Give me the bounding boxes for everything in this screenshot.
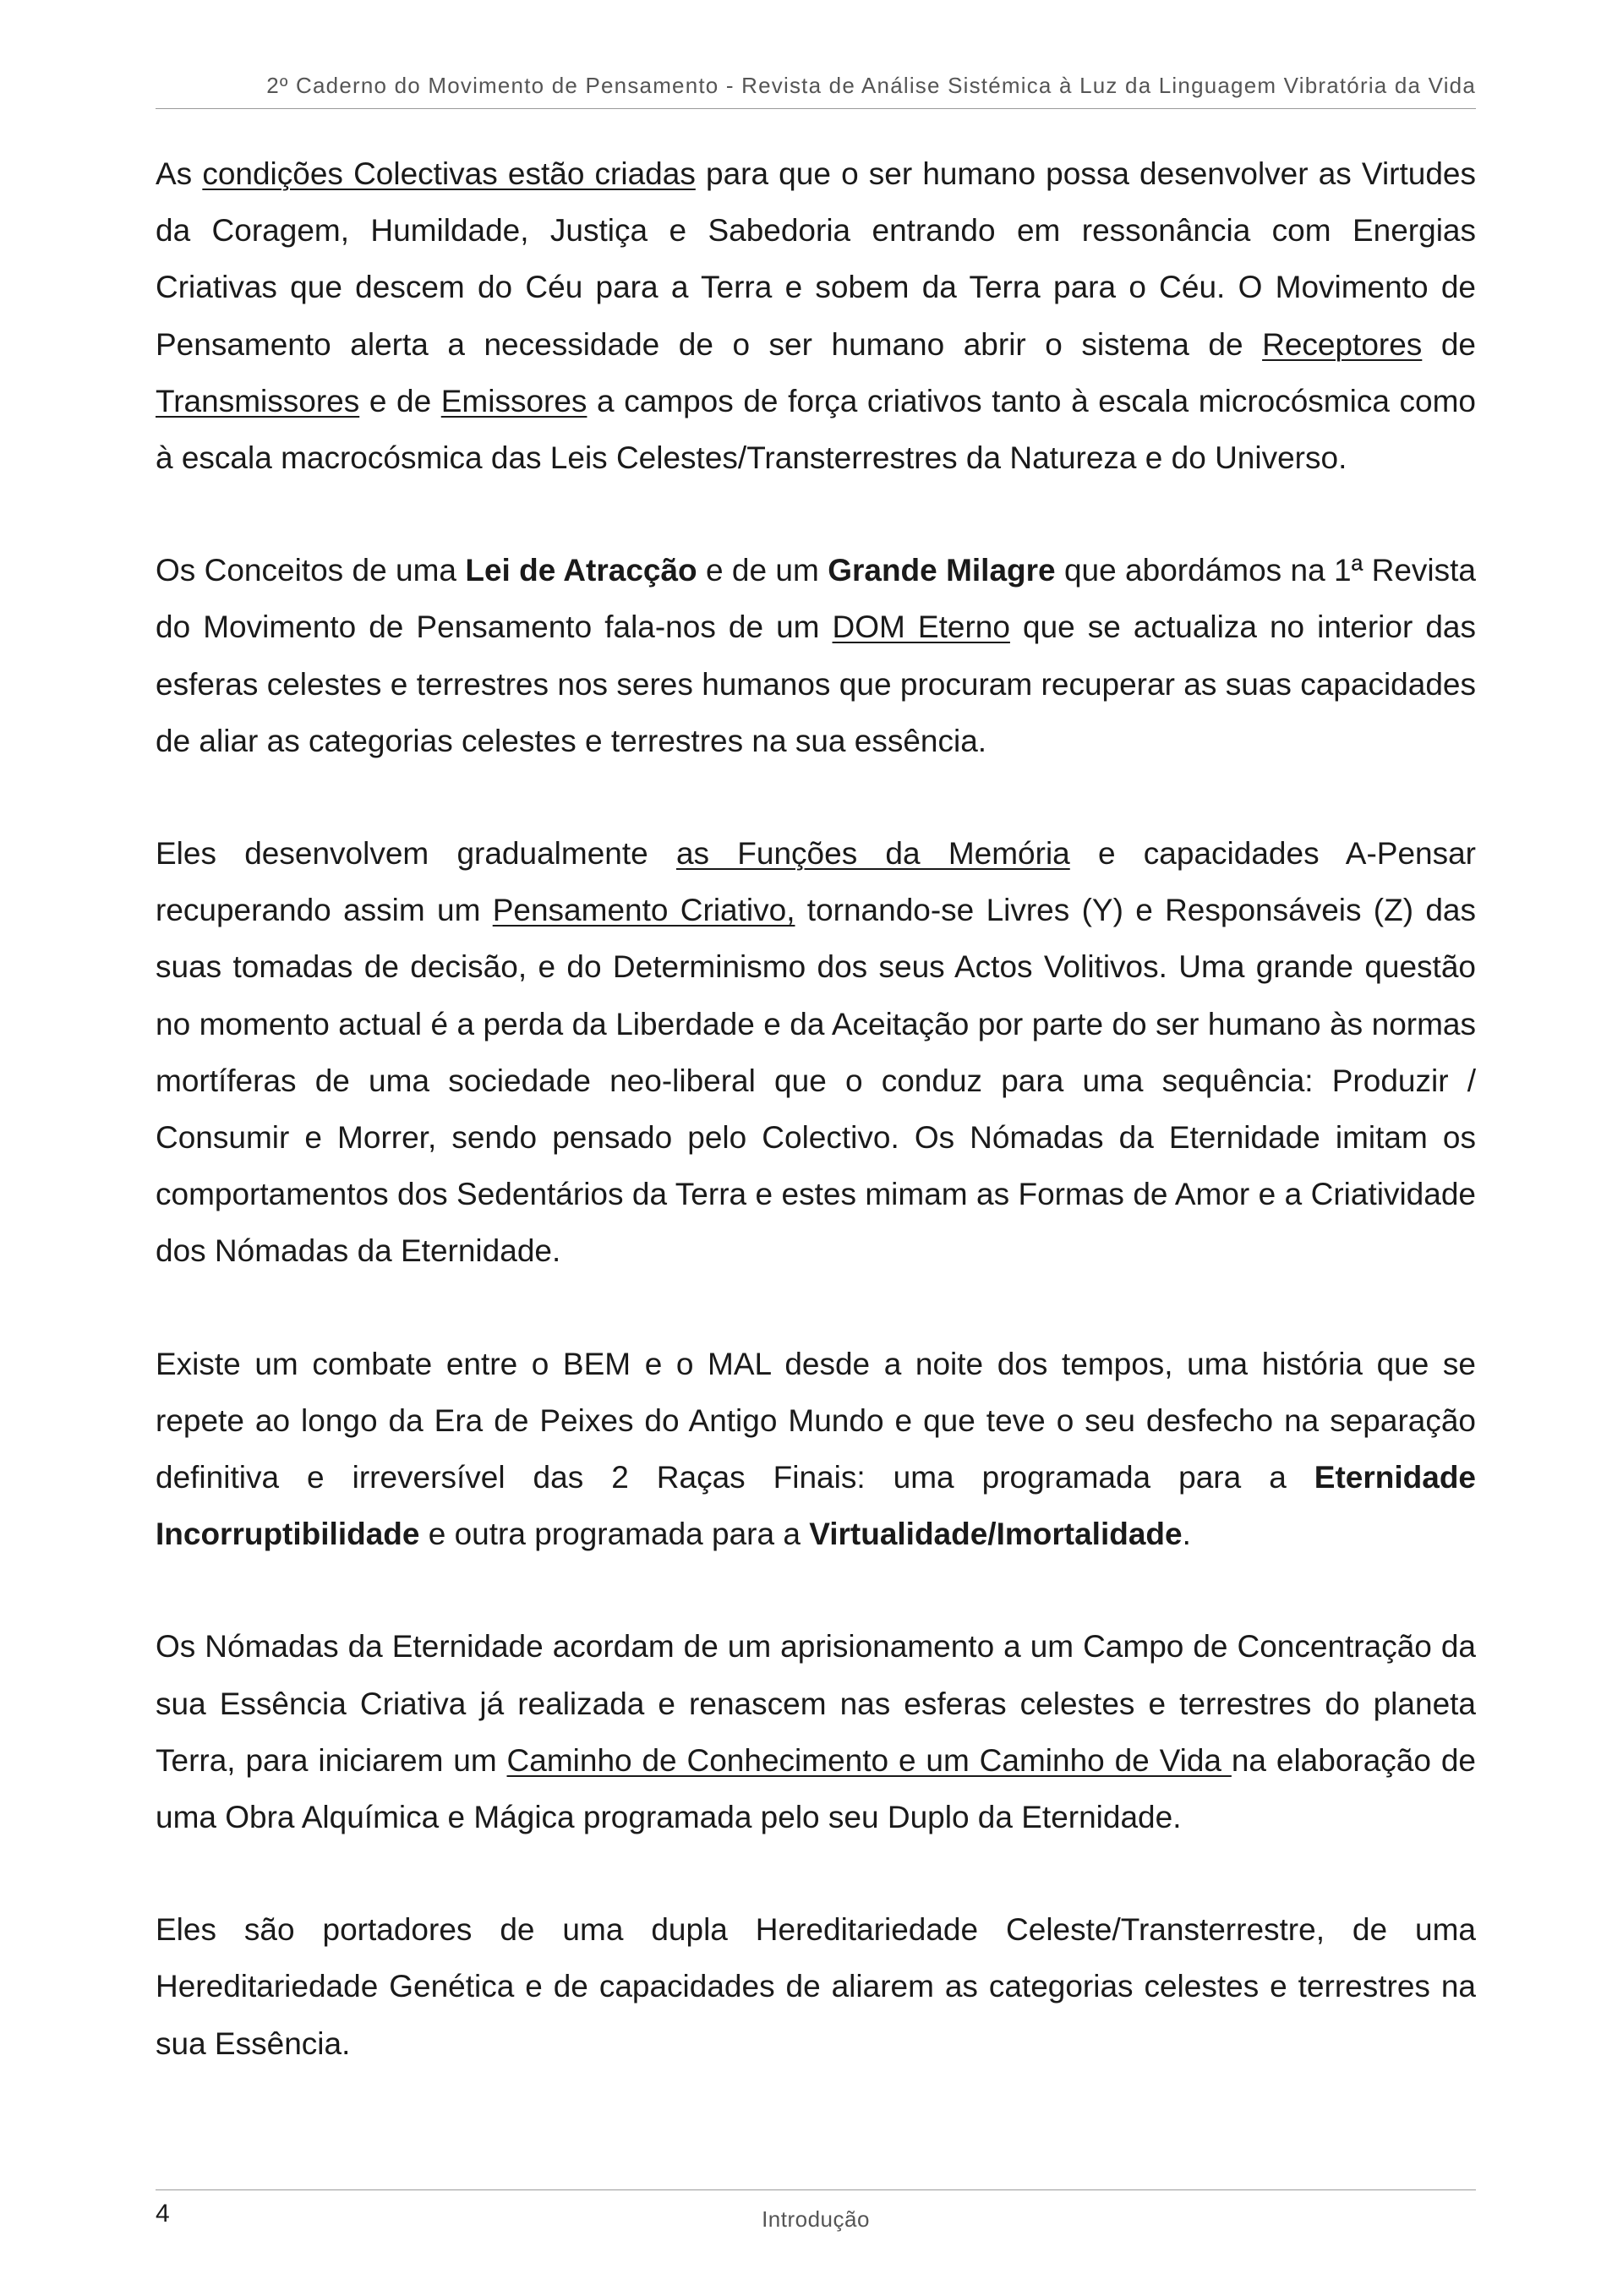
paragraph-3-text: Eles desenvolvem gradualmente (156, 836, 676, 872)
underlined-term-emissores: Emissores (440, 383, 587, 418)
paragraph-6-text: Eles são portadores de uma dupla Hereditariedade Celeste/Transterrestre, de uma Hereditariedade Genética e de capacidades de aliarem as categorias celestes e terrestres na sua Essência. (156, 1912, 1476, 2061)
paragraph-2-text: Os Conceitos de uma (156, 553, 466, 588)
paragraph-2-text: e de um (697, 553, 828, 588)
page-number: 4 (156, 2200, 170, 2228)
underlined-term-dom-eterno: DOM Eterno (832, 610, 1010, 645)
underlined-phrase-pensamento-criativo: Pensamento Criativo, (492, 893, 795, 928)
paragraph-2-text: que se actualiza no interior das esferas celestes e terrestres nos seres humanos que procuram recuperar as suas capacidades de aliar as categorias celestes e terrestres na sua essência. (156, 610, 1476, 758)
underlined-phrase-condicoes-colectivas: condições Colectivas estão criadas (202, 156, 696, 191)
paragraph-3-text: tornando-se Livres (Y) e Responsáveis (Z) das suas tomadas de decisão, e do Determinismo dos seus Actos Volitivos. Uma grande questão no momento actual é a perda da Liberdade e da Aceitação por parte do ser humano às normas mortíferas de uma sociedade neo-liberal que o conduz para uma sequência: Produzir / Consumir e Morrer, sendo pensado pelo Colectivo. Os Nómadas da Eternidade imitam os comportamentos dos Sedentários da Terra e estes mimam as Formas de Amor e a Criatividade dos Nómadas da Eternidade. (156, 893, 1477, 1269)
paragraph-1 (156, 145, 1476, 486)
paragraph-3 (156, 825, 1476, 1280)
document-body (156, 145, 1476, 2072)
paragraph-2 (156, 542, 1476, 769)
paragraph-4-text: e outra programada para a (419, 1517, 810, 1552)
underlined-term-receptores: Receptores (1262, 326, 1423, 362)
paragraph-1-text: para que o ser humano possa desenvolver as Virtudes da Coragem, Humildade, Justiça e Sabedoria entrando em ressonância com Energias Criativas que descem do Céu para a Terra e sobem da Terra para o Céu. O Movimento de Pensamento alerta a necessidade de o ser humano abrir o sistema de (156, 156, 1476, 362)
paragraph-4 (156, 1336, 1476, 1563)
paragraph-4-text: Existe um combate entre o BEM e o MAL desde a noite dos tempos, uma história que se repete ao longo da Era de Peixes do Antigo Mundo e que teve o seu desfecho na separação definitiva e irreversível das 2 Raças Finais: uma programada para a (156, 1346, 1476, 1495)
footer-section-title: Introdução (762, 2206, 870, 2232)
footer-divider (156, 2189, 1476, 2190)
paragraph-1-text: de (1422, 326, 1476, 362)
paragraph-4-text: . (1182, 1517, 1191, 1552)
paragraph-5-text: na elaboração de uma Obra Alquímica e Mágica programada pelo seu Duplo da Eternidade. (156, 1742, 1476, 1835)
paragraph-2-text: que abordámos na 1ª Revista do Movimento de Pensamento fala-nos de um (156, 553, 1476, 645)
bold-term-eternidade-incorruptibilidade: Eternidade Incorruptibilidade (156, 1460, 1476, 1552)
paragraph-5 (156, 1618, 1476, 1845)
underlined-phrase-funcoes-da-memoria: as Funções da Memória (675, 836, 1070, 872)
paragraph-1-text: e de (359, 383, 441, 418)
bold-term-lei-de-atraccao: Lei de Atracção (465, 553, 697, 588)
underlined-phrase-caminho-de-conhecimento: Caminho de Conhecimento e um Caminho de Vida (506, 1742, 1232, 1778)
running-header: 2º Caderno do Movimento de Pensamento - Revista de Análise Sistémica à Luz da Linguagem Vibratória da Vida (266, 73, 1476, 98)
paragraph-1-text: a campos de força criativos tanto à escala microcósmica como à escala macrocósmica das Leis Celestes/Transterrestres da Natureza e do Universo. (156, 383, 1476, 476)
underlined-term-transmissores: Transmissores (156, 383, 360, 418)
paragraph-3-text: e capacidades A-Pensar recuperando assim um (156, 836, 1476, 928)
header-divider (156, 108, 1476, 109)
paragraph-5-text: Os Nómadas da Eternidade acordam de um aprisionamento a um Campo de Concentração da sua Essência Criativa já realizada e renascem nas esferas celestes e terrestres do planeta Terra, para iniciarem um (156, 1629, 1476, 1778)
bold-term-virtualidade-imortalidade: Virtualidade/Imortalidade (809, 1517, 1183, 1552)
paragraph-6 (156, 1901, 1476, 2072)
bold-term-grande-milagre: Grande Milagre (828, 553, 1056, 588)
paragraph-1-text: As (156, 156, 203, 191)
